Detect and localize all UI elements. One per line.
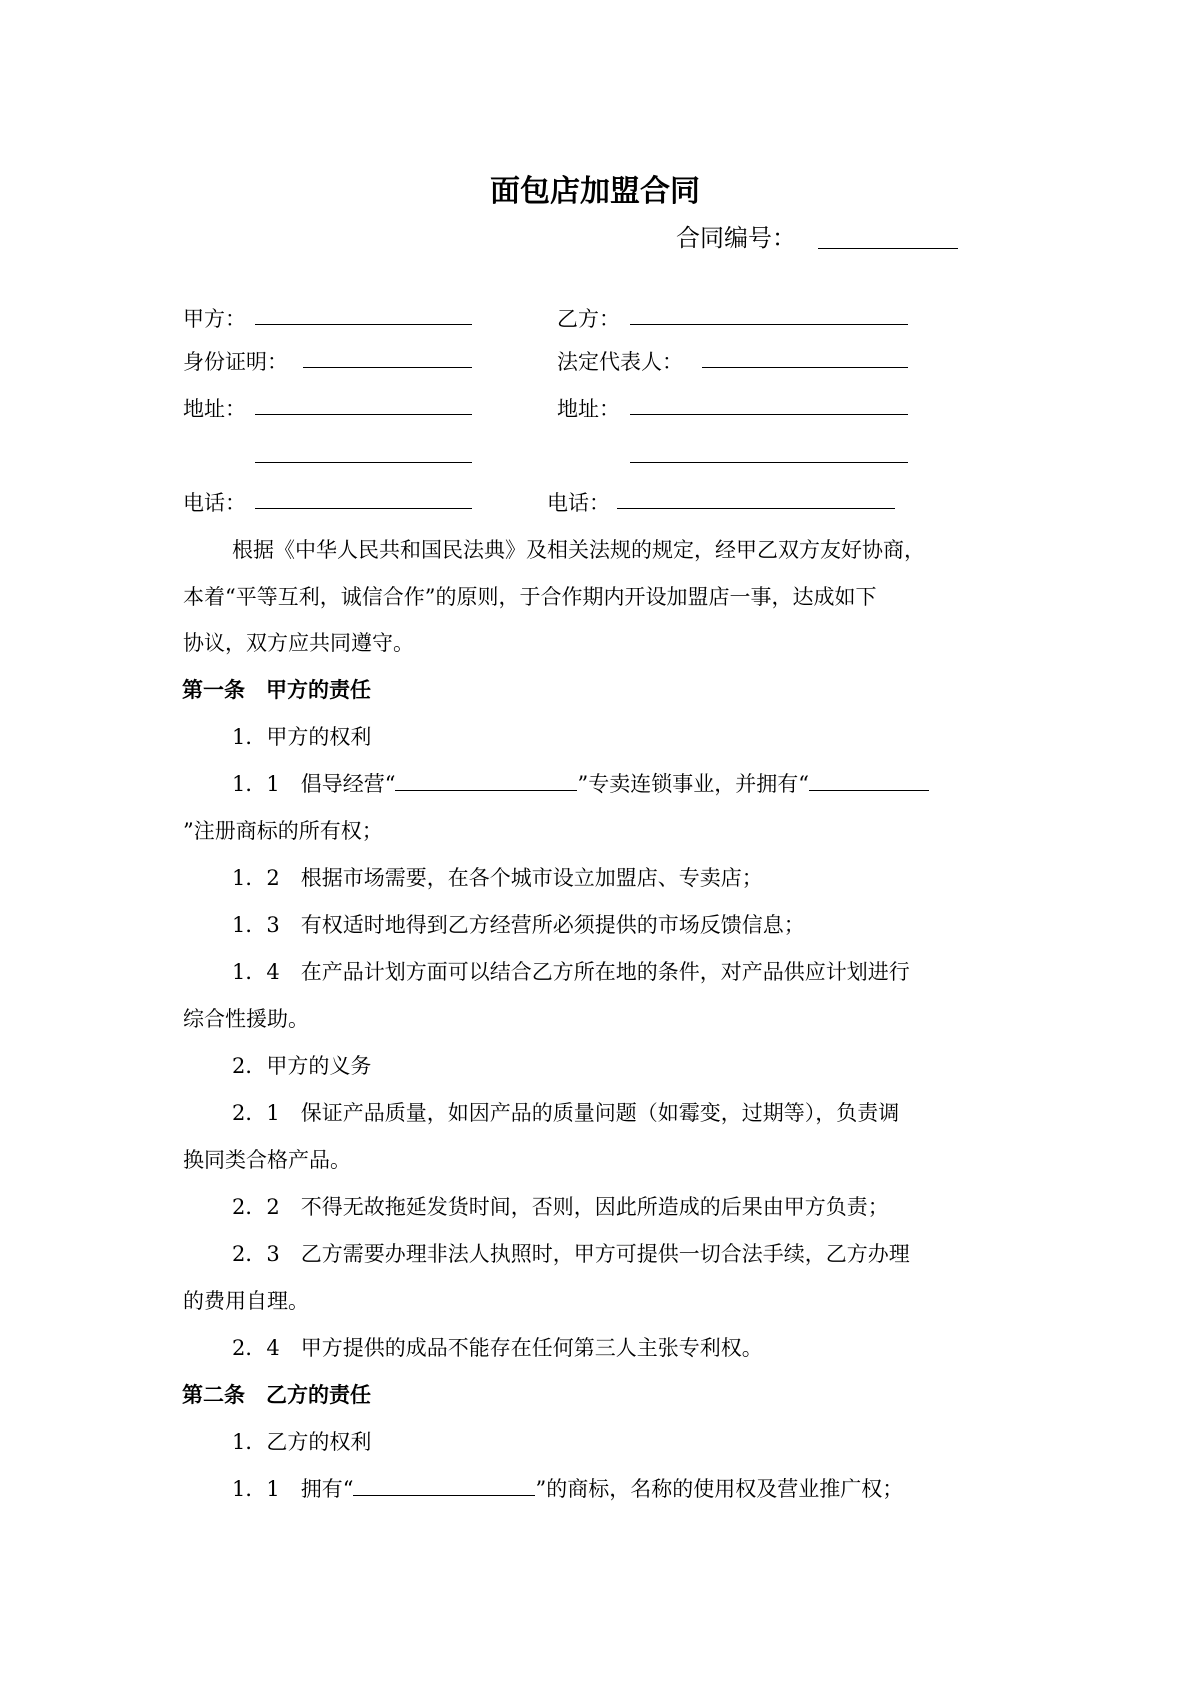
intro-line-2: 本着“平等互利，诚信合作”的原则，于合作期内开设加盟店一事，达成如下	[183, 585, 877, 609]
address-b-blank-2[interactable]	[630, 462, 908, 463]
address-b-label: 地址：	[557, 397, 620, 421]
a1-r1-1-prefix: 1．1 倡导经营“	[232, 772, 396, 796]
a2-r1-1	[232, 1473, 903, 1503]
intro-line-1: 根据《中华人民共和国民法典》及相关法规的规定，经甲乙双方友好协商，	[232, 538, 925, 562]
article-2-heading: 第二条 乙方的责任	[182, 1383, 371, 1407]
id-blank[interactable]	[303, 367, 472, 368]
phone-a-blank[interactable]	[255, 508, 472, 509]
party-a-blank[interactable]	[255, 324, 472, 325]
a1-r1-1-mid: ”专卖连锁事业，并拥有“	[577, 772, 809, 796]
address-b-blank[interactable]	[630, 414, 908, 415]
address-a-blank-2[interactable]	[255, 462, 472, 463]
a2-r1-1-prefix: 1．1 拥有“	[232, 1477, 354, 1501]
a1-r1-4-line1: 1．4 在产品计划方面可以结合乙方所在地的条件，对产品供应计划进行	[232, 960, 910, 984]
a1-r1-4-line2: 综合性援助。	[183, 1007, 309, 1031]
legal-rep-label: 法定代表人：	[557, 350, 683, 374]
party-a-label: 甲方：	[183, 307, 246, 331]
a2-rights-title: 1．乙方的权利	[232, 1430, 372, 1454]
a1-d2-1-line2: 换同类合格产品。	[183, 1148, 351, 1172]
phone-b-blank[interactable]	[617, 508, 895, 509]
a1-d2-4: 2．4 甲方提供的成品不能存在任何第三人主张专利权。	[232, 1336, 763, 1360]
a1-r1-1-line1	[232, 768, 929, 798]
a2-trademark-blank[interactable]	[353, 1475, 535, 1496]
a1-r1-1-line2: ”注册商标的所有权；	[183, 819, 383, 843]
a1-r1-2: 1．2 根据市场需要，在各个城市设立加盟店、专卖店；	[232, 866, 763, 890]
id-label: 身份证明：	[183, 350, 288, 374]
party-b-label: 乙方：	[557, 307, 620, 331]
a1-duties-title: 2．甲方的义务	[232, 1054, 372, 1078]
contract-number	[676, 218, 796, 253]
a1-d2-2: 2．2 不得无故拖延发货时间，否则，因此所造成的后果由甲方负责；	[232, 1195, 889, 1219]
phone-a-label: 电话：	[183, 491, 246, 515]
contract-number-blank[interactable]	[818, 248, 958, 249]
a1-d2-1-line1: 2．1 保证产品质量，如因产品的质量问题（如霉变，过期等），负责调	[232, 1101, 900, 1125]
party-b-blank[interactable]	[630, 324, 908, 325]
a2-r1-1-suffix: ”的商标，名称的使用权及营业推广权；	[535, 1477, 904, 1501]
legal-rep-blank[interactable]	[702, 367, 908, 368]
address-a-label: 地址：	[183, 397, 246, 421]
document-title: 面包店加盟合同	[490, 174, 700, 209]
intro-line-3: 协议，双方应共同遵守。	[183, 631, 414, 655]
a1-r1-3: 1．3 有权适时地得到乙方经营所必须提供的市场反馈信息；	[232, 913, 805, 937]
a1-rights-title: 1．甲方的权利	[232, 725, 372, 749]
a1-d2-3-line1: 2．3 乙方需要办理非法人执照时，甲方可提供一切合法手续，乙方办理	[232, 1242, 910, 1266]
contract-number-label: 合同编号：	[676, 224, 796, 252]
trademark-blank[interactable]	[809, 770, 929, 791]
a1-d2-3-line2: 的费用自理。	[183, 1289, 309, 1313]
business-name-blank[interactable]	[395, 770, 577, 791]
article-1-heading: 第一条 甲方的责任	[182, 678, 371, 702]
address-a-blank[interactable]	[255, 414, 472, 415]
phone-b-label: 电话：	[547, 491, 610, 515]
